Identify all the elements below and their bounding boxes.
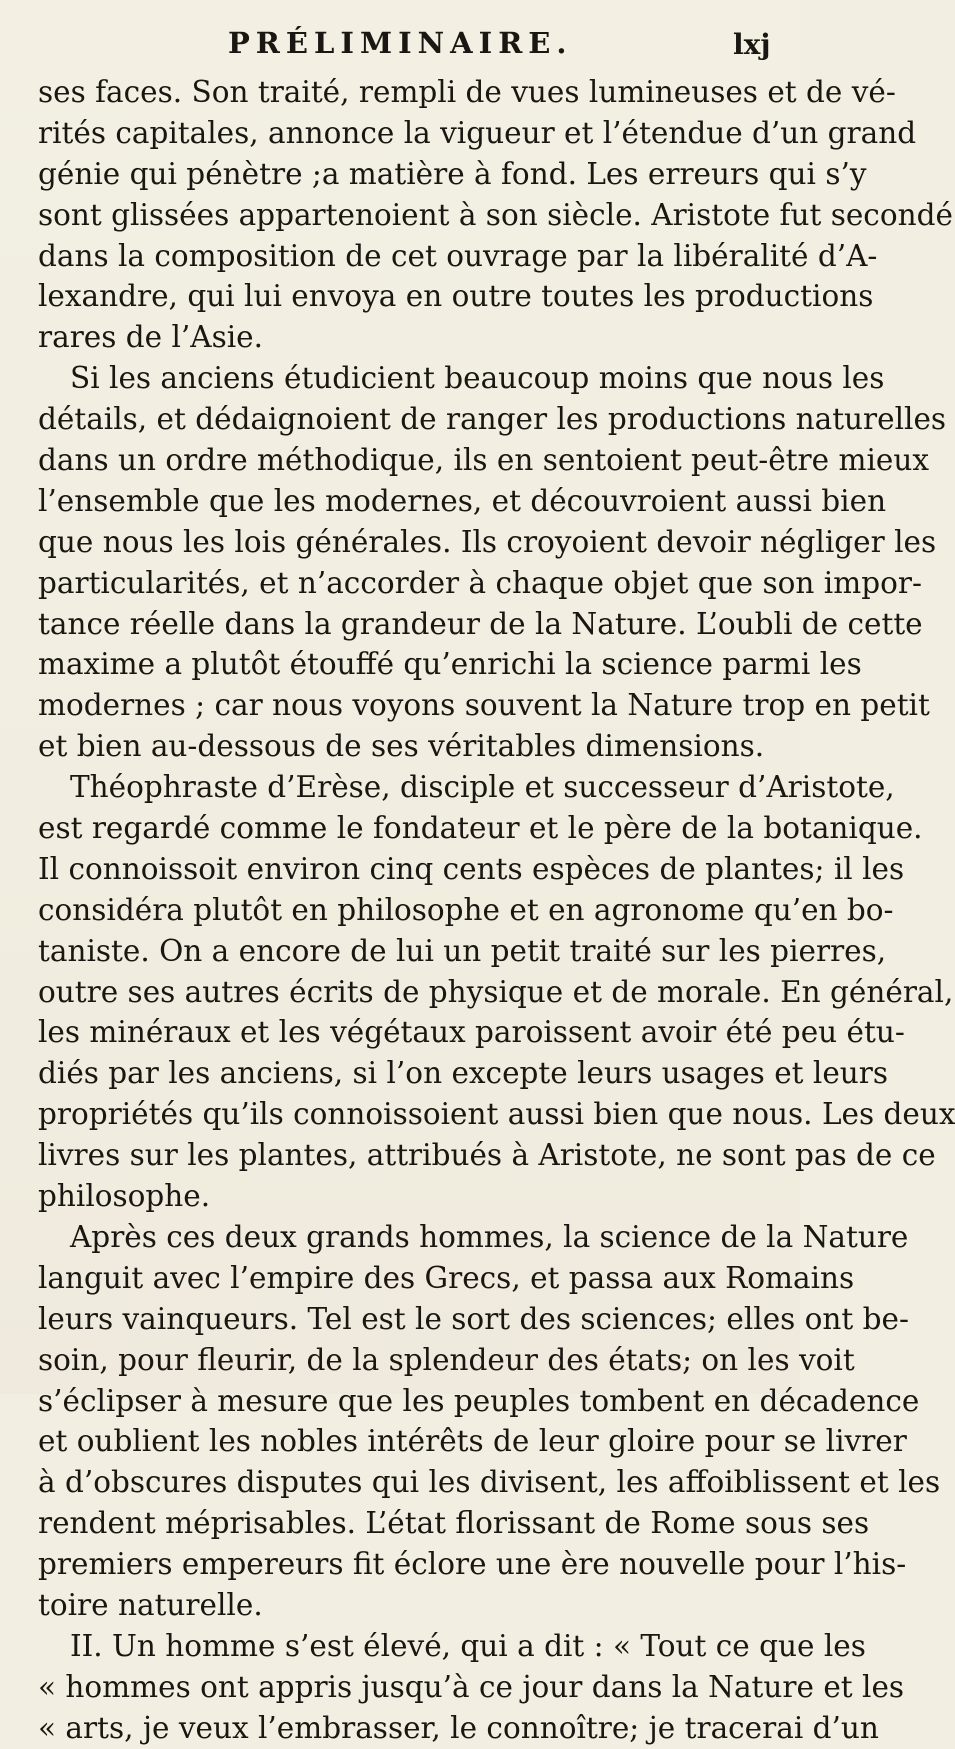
page-number: lxj	[733, 28, 771, 61]
text-line: soin, pour fleurir, de la splendeur des états; on les voit	[38, 1342, 855, 1377]
paragraph-first-line: Théophraste d’Erèse, disciple et successeur d’Aristote,	[70, 770, 895, 805]
text-line: rités capitales, annonce la vigueur et l’étendue d’un grand	[38, 115, 917, 150]
text-line: l’ensemble que les modernes, et découvroient aussi bien	[38, 483, 887, 518]
text-line: ses faces. Son traité, rempli de vues lumineuses et de vé-	[38, 75, 896, 109]
text-line: Il connoissoit environ cinq cents espèces de plantes; il les	[38, 851, 905, 886]
text-line: tance réelle dans la grandeur de la Nature. L’oubli de cette	[38, 606, 923, 641]
text-line: à d’obscures disputes qui les divisent, les affoiblissent et les	[38, 1465, 941, 1500]
text-line: lexandre, qui lui envoya en outre toutes les productions	[38, 279, 874, 314]
text-line: détails, et dédaignoient de ranger les productions naturelles	[38, 402, 947, 437]
text-line: outre ses autres écrits de physique et de morale. En général,	[38, 974, 954, 1009]
text-line: « arts, je veux l’embrasser, le connoître; je tracerai d’un	[38, 1710, 879, 1745]
paragraph-end-line: et bien au-dessous de ses véritables dimensions.	[38, 729, 765, 764]
text-line: considéra plutôt en philosophe et en agronome qu’en bo-	[38, 892, 894, 927]
text-line: dans la composition de cet ouvrage par la libéralité d’A-	[38, 238, 878, 273]
text-line: languit avec l’empire des Grecs, et passa aux Romains	[38, 1260, 855, 1295]
text-line: est regardé comme le fondateur et le père de la botanique.	[38, 811, 923, 846]
text-line: propriétés qu’ils connoissoient aussi bien que nous. Les deux	[38, 1097, 955, 1132]
text-line: taniste. On a encore de lui un petit traité sur les pierres,	[38, 933, 887, 968]
text-line: livres sur les plantes, attribués à Aristote, ne sont pas de ce	[38, 1138, 936, 1173]
text-line: leurs vainqueurs. Tel est le sort des sciences; elles ont be-	[38, 1301, 909, 1336]
paragraph-end-line: philosophe.	[38, 1179, 211, 1214]
paragraph-first-line: Après ces deux grands hommes, la science de la Nature	[70, 1219, 909, 1254]
running-header	[0, 26, 800, 66]
running-title: PRÉLIMINAIRE.	[228, 26, 573, 60]
text-line: « hommes ont appris jusqu’à ce jour dans la Nature et les	[38, 1669, 905, 1704]
text-line: premiers empereurs fit éclore une ère nouvelle pour l’his-	[38, 1547, 907, 1582]
text-line: les minéraux et les végétaux paroissent avoir été peu étu-	[38, 1015, 905, 1050]
body-text	[38, 72, 955, 1749]
text-line: s’éclipser à mesure que les peuples tombent en décadence	[38, 1383, 920, 1418]
text-line: et oublient les nobles intérêts de leur gloire pour se livrer	[38, 1424, 907, 1459]
paragraph-end-line: toire naturelle.	[38, 1587, 263, 1622]
text-line: génie qui pénètre ;a matière à fond. Les erreurs qui s’y	[38, 156, 867, 191]
text-line: maxime a plutôt étouffé qu’enrichi la science parmi les	[38, 647, 862, 682]
text-line: que nous les lois générales. Ils croyoient devoir négliger les	[38, 524, 937, 559]
text-line: rendent méprisables. L’état florissant de Rome sous ses	[38, 1506, 870, 1541]
paragraph-first-line: II. Un homme s’est élevé, qui a dit : « Tout ce que les	[70, 1628, 866, 1663]
text-line: sont glissées appartenoient à son siècle. Aristote fut secondé	[38, 197, 953, 232]
paragraph-end-line: rares de l’Asie.	[38, 320, 264, 355]
text-line: modernes ; car nous voyons souvent la Nature trop en petit	[38, 688, 930, 723]
paragraph-first-line: Si les anciens étudicient beaucoup moins que nous les	[70, 361, 885, 396]
text-line: particularités, et n’accorder à chaque objet que son impor-	[38, 565, 922, 600]
text-line: diés par les anciens, si l’on excepte leurs usages et leurs	[38, 1056, 889, 1091]
text-line: dans un ordre méthodique, ils en sentoient peut-être mieux	[38, 443, 929, 478]
